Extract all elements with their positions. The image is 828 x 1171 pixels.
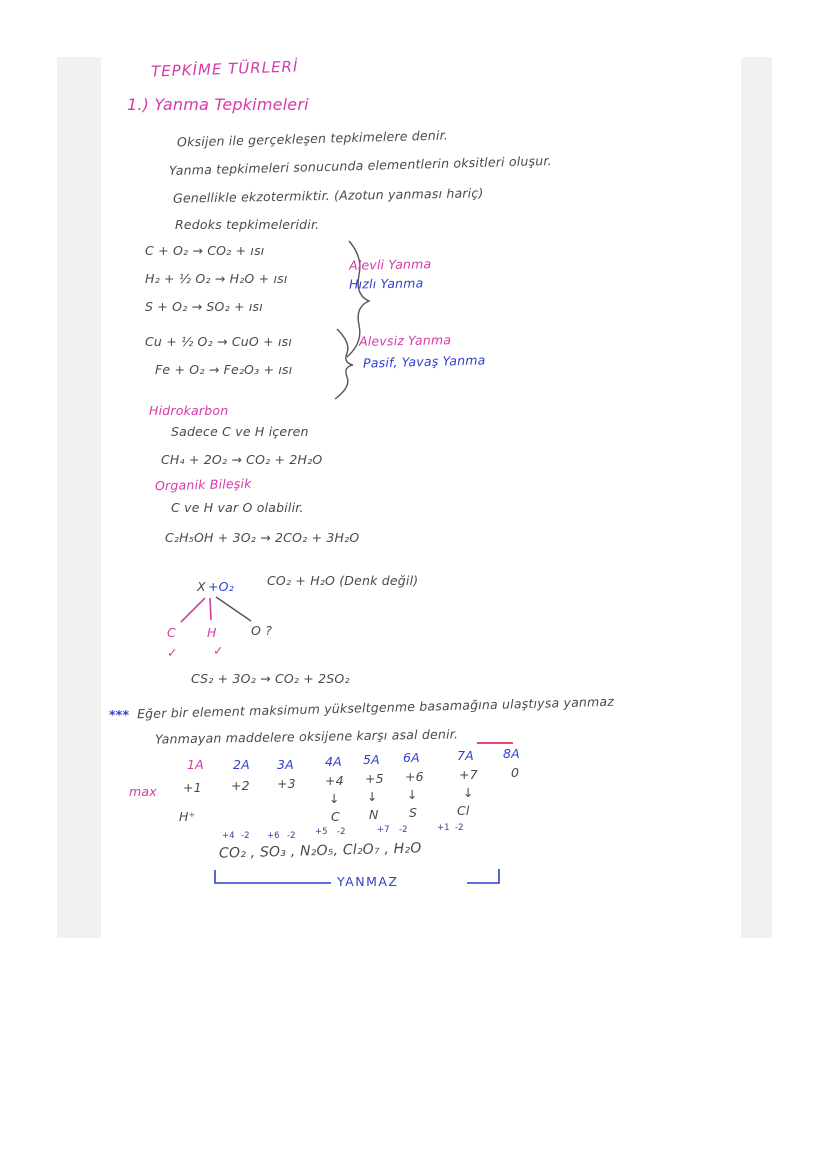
group-2a: 2A: [233, 757, 250, 772]
ox-state-o5: -2: [455, 823, 464, 833]
intro-line-4: Redoks tepkimeleridir.: [175, 217, 320, 232]
group-5a: 5A: [363, 752, 380, 767]
group-8a: 8A: [503, 746, 520, 761]
hydrocarbon-description: Sadece C ve H içeren: [171, 424, 309, 439]
note-line-2-text: Yanmayan maddelere oksijene karşı: [154, 727, 392, 747]
element-nitrogen: N: [369, 807, 379, 822]
max-6a: +6: [405, 769, 424, 784]
arrow-5a: ↓: [367, 789, 378, 804]
ox-state-c: +4: [222, 831, 235, 841]
x-equation-reactant: X: [197, 579, 206, 594]
ox-state-o3: -2: [337, 827, 346, 837]
arrow-7a: ↓: [463, 785, 474, 800]
max-label: max: [129, 784, 157, 799]
note-line-2-underlined: asal denir.: [391, 726, 459, 743]
slow-label-passive: Pasif, Yavaş Yanma: [362, 352, 486, 371]
group-1a: 1A: [187, 757, 204, 772]
max-3a: +3: [277, 776, 296, 791]
page-title: TEPKİME TÜRLERİ: [150, 57, 299, 81]
x-equation-products: CO₂ + H₂O (Denk değil): [267, 573, 419, 588]
organic-description: C ve H var O olabilir.: [171, 500, 304, 515]
fast-reaction-2: H₂ + ½ O₂ → H₂O + ısı: [145, 271, 288, 286]
hydrocarbon-heading: Hidrokarbon: [149, 403, 229, 418]
max-4a: +4: [325, 773, 344, 788]
section-heading-combustion: 1.) Yanma Tepkimeleri: [127, 95, 309, 114]
max-7a: +7: [459, 767, 478, 782]
notebook-page: [101, 57, 741, 938]
slow-label-flameless: Alevsiz Yanma: [358, 332, 452, 349]
check-mark-hydrogen: ✓: [213, 643, 224, 658]
ox-state-o2: -2: [287, 831, 296, 841]
organic-heading: Organik Bileşik: [154, 475, 252, 494]
slow-reaction-2: Fe + O₂ → Fe₂O₃ + ısı: [155, 362, 293, 377]
x-equation-oxygen: +O₂: [208, 579, 234, 594]
max-5a: +5: [365, 771, 384, 786]
arrow-6a: ↓: [407, 787, 418, 802]
non-burning-oxides: CO₂ , SO₃ , N₂O₅, Cl₂O₇ , H₂O: [218, 840, 422, 862]
note-line-1: Eğer bir element maksimum yükseltgenme basamağına ulaştıysa yanmaz: [136, 693, 615, 722]
element-carbon: C: [331, 809, 340, 824]
group-7a: 7A: [457, 748, 474, 763]
x-branch-oxygen: O ?: [251, 623, 273, 638]
scan-border: [57, 57, 772, 938]
arrow-4a: ↓: [329, 791, 340, 806]
ox-state-s: +6: [267, 831, 280, 841]
ox-state-o1: -2: [241, 831, 250, 841]
max-2a: +2: [231, 778, 250, 793]
max-1a: +1: [183, 780, 202, 795]
ox-state-cl: +7: [377, 825, 390, 835]
max-8a: 0: [511, 765, 520, 780]
element-chlorine: Cl: [457, 803, 470, 818]
group-3a: 3A: [277, 757, 294, 772]
x-branch-hydrogen: H: [207, 625, 217, 640]
element-sulfur: S: [409, 805, 418, 820]
intro-line-1: Oksijen ile gerçekleşen tepkimelere denir.: [176, 127, 449, 150]
ox-state-n: +5: [315, 827, 328, 837]
intro-line-3: Genellikle ekzotermiktir. (Azotun yanması hariç): [172, 185, 484, 206]
bracket-label-yanmaz: YANMAZ: [337, 874, 399, 889]
cs2-equation: CS₂ + 3O₂ → CO₂ + 2SO₂: [191, 671, 350, 686]
ox-state-h: +1: [437, 823, 450, 833]
intro-line-2: Yanma tepkimeleri sonucunda elementlerin oksitleri oluşur.: [168, 152, 552, 179]
check-mark-carbon: ✓: [167, 645, 178, 660]
note-marker: ***: [109, 707, 130, 722]
x-branch-carbon: C: [167, 625, 176, 640]
group-6a: 6A: [403, 750, 420, 765]
slow-reaction-1: Cu + ½ O₂ → CuO + ısı: [145, 334, 292, 349]
hydrocarbon-equation: CH₄ + 2O₂ → CO₂ + 2H₂O: [161, 452, 323, 467]
organic-equation: C₂H₅OH + 3O₂ → 2CO₂ + 3H₂O: [165, 530, 360, 545]
group-4a: 4A: [325, 754, 342, 769]
fast-reaction-1: C + O₂ → CO₂ + ısı: [145, 243, 265, 258]
fast-reaction-3: S + O₂ → SO₂ + ısı: [145, 299, 263, 314]
fast-label-quick: Hızlı Yanma: [348, 275, 424, 292]
hydrogen-ion: H⁺: [179, 809, 196, 824]
fast-label-flame: Alevli Yanma: [348, 256, 432, 273]
ox-state-o4: -2: [399, 825, 408, 835]
